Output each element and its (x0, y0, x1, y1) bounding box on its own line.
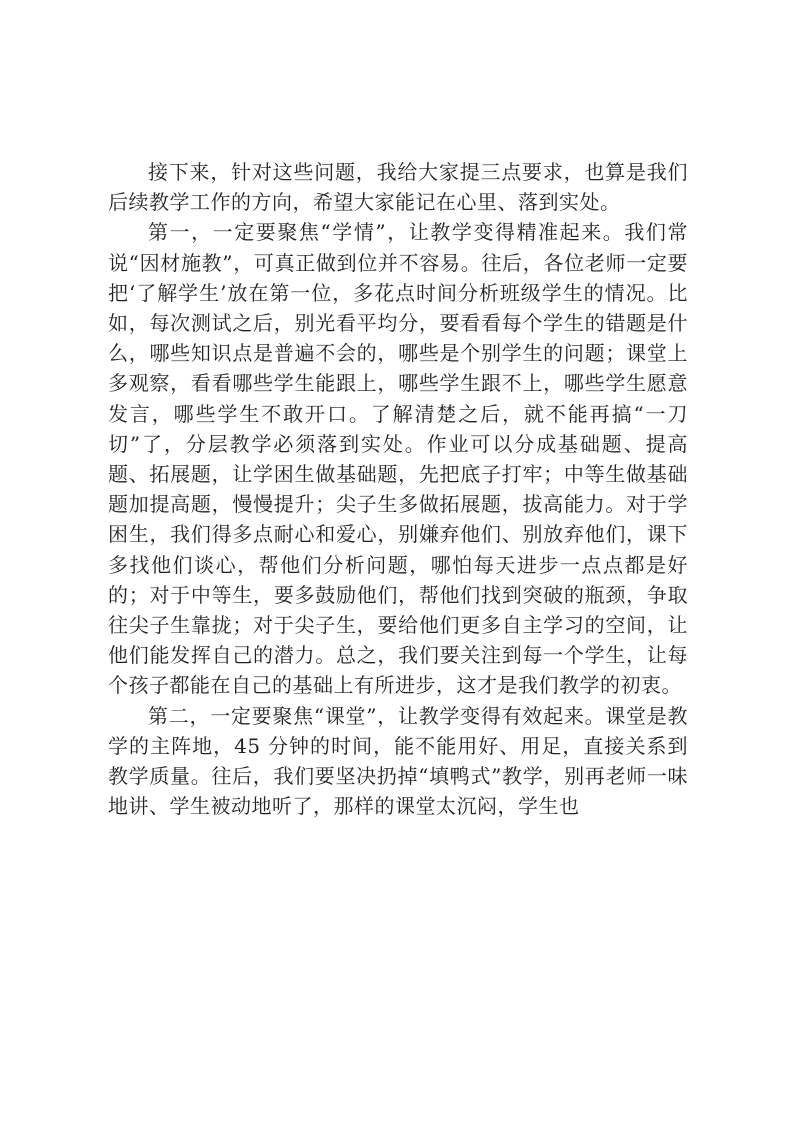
document-body (108, 157, 688, 821)
paragraph-first-requirement: 第一，一定要聚焦“学情”，让教学变得精准起来。我们常说“因材施教”，可真正做到位并不容易。往后，各位老师一定要把‘了解学生’放在第一位，多花点时间分析班级学生的情况。比如，每次测试之后，别光看平均分，要看看每个学生的错题是什么，哪些知识点是普遍不会的，哪些是个别学生的问题；课堂上多观察，看看哪些学生能跟上，哪些学生跟不上，哪些学生愿意发言，哪些学生不敢开口。了解清楚之后，就不能再搞“一刀切”了，分层教学必须落到实处。作业可以分成基础题、提高题、拓展题，让学困生做基础题，先把底子打牢；中等生做基础题加提高题，慢慢提升；尖子生多做拓展题，拔高能力。对于学困生，我们得多点耐心和爱心，别嫌弃他们、别放弃他们，课下多找他们谈心，帮他们分析问题，哪怕每天进步一点点都是好的；对于中等生，要多鼓励他们，帮他们找到突破的瓶颈，争取往尖子生靠拢；对于尖子生，要给他们更多自主学习的空间，让他们能发挥自己的潜力。总之，我们要关注到每一个学生，让每个孩子都能在自己的基础上有所进步，这才是我们教学的初衷。 (108, 220, 688, 698)
paragraph-intro: 接下来，针对这些问题，我给大家提三点要求，也算是我们后续教学工作的方向，希望大家能记在心里、落到实处。 (108, 160, 688, 215)
paragraph-second-requirement: 第二，一定要聚焦“课堂”，让教学变得有效起来。课堂是教学的主阵地，45 分钟的时间，能不能用好、用足，直接关系到教学质量。往后，我们要坚决扔掉“填鸭式”教学，别再老师一味地讲、学生被动地听了，那样的课堂太沉闷，学生也 (108, 703, 688, 819)
